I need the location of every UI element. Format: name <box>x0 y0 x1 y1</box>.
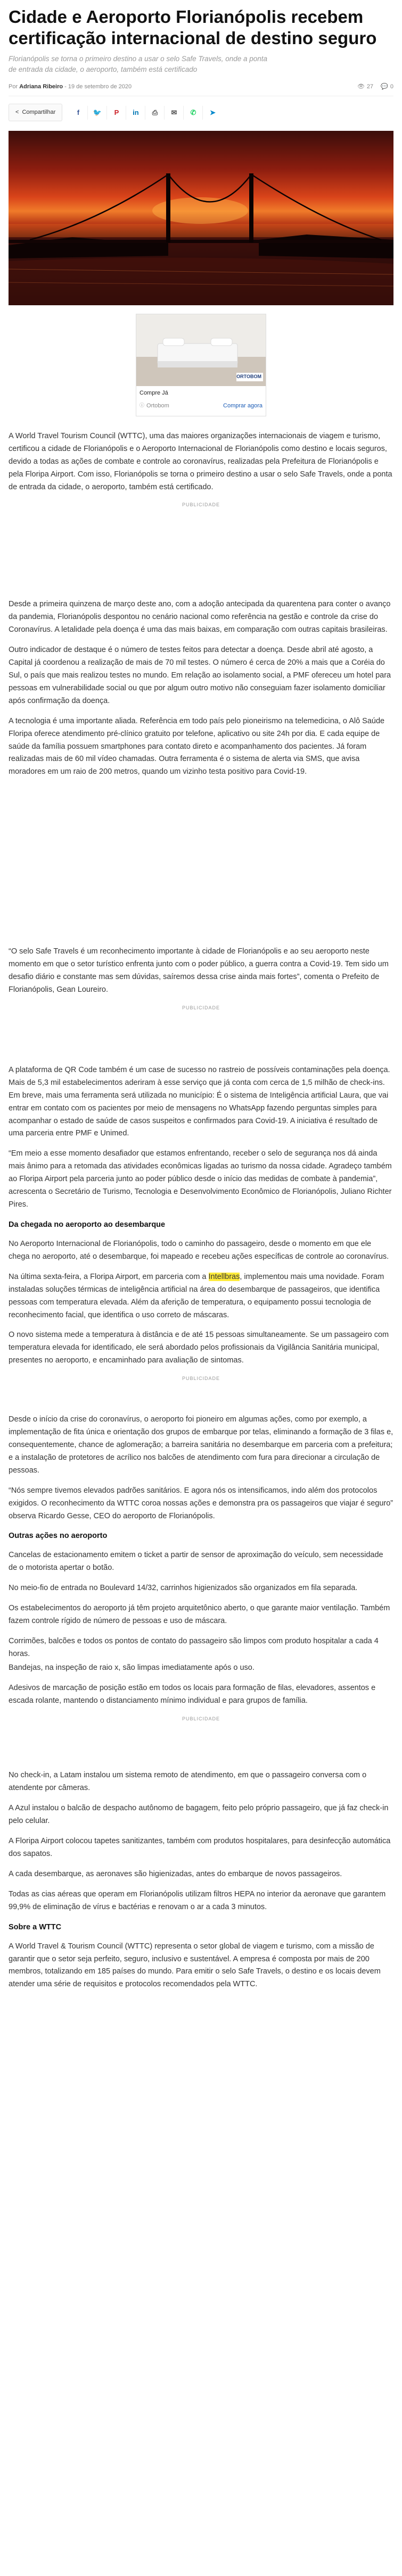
ad-slot <box>9 1387 393 1414</box>
ad-publicidade-label: PUBLICIDADE <box>182 1005 220 1010</box>
author-link[interactable]: Adriana Ribeiro <box>19 83 63 90</box>
buy-now-link[interactable]: Comprar agora <box>223 402 262 409</box>
article-meta <box>9 82 393 96</box>
email-icon[interactable]: ✉ <box>165 106 184 120</box>
paragraph: No check-in, a Latam instalou um sistema remoto de atendimento, em que o passageiro conversa com o atendente por câmeras. <box>9 1771 367 1793</box>
article-stats <box>357 82 393 91</box>
ad-product-image[interactable] <box>136 314 266 386</box>
hero-image-bridge-sunset <box>9 131 393 305</box>
section-heading: Sobre a WTTC <box>9 1922 62 1931</box>
comment-icon: 💬 <box>381 83 388 90</box>
share-icon: < <box>15 109 19 116</box>
comments-stat[interactable] <box>381 82 393 91</box>
paragraph: No meio-fio de entrada no Boulevard 14/32, carrinhos higienizados são organizados em fila separada. <box>9 1584 358 1593</box>
pinterest-icon[interactable]: P <box>107 106 126 120</box>
paragraph: Outro indicador de destaque é o número de testes feitos para detectar a doença. Desde abril até agosto, a Capital já coordenou a realização de mais de 70 mil testes. O número é cerca de 20% a mais que a Coréia do Sul, o país que mais realizou testes no mundo. Em relação ao isolamento social, a PMF ofereceu um hotel para pessoas em vulnerabilidade social ou que por algum outro motivo não conseguiam fazer isolamento domiciliar após confirmação da doença. <box>9 646 391 705</box>
highlighted-brand-link[interactable]: Intellbras <box>208 1272 240 1281</box>
telegram-icon[interactable]: ➤ <box>209 108 216 116</box>
views-count: 27 <box>366 83 374 90</box>
ad-footer <box>136 399 266 413</box>
whatsapp-icon[interactable]: ✆ <box>184 106 203 120</box>
share-label: Compartilhar <box>22 109 56 116</box>
facebook-icon[interactable]: f <box>69 106 88 120</box>
paragraph: Adesivos de marcação de posição estão em todos os locais para formação de filas, elevadores, assentos e escada rolante, mantendo o distanciamento mínimo individual e para grupos de família. <box>9 1683 376 1705</box>
paragraph: Bandejas, na inspeção de raio x, são limpas imediatamente após o uso. <box>9 1663 255 1672</box>
paragraph: “O selo Safe Travels é um reconhecimento importante à cidade de Florianópolis e ao seu aeroporto neste momento em que o setor turístico enfrenta junto com o poder público, a guerra contra a Covid-19. Tem sido um desafio diário e constante mas sem dúvidas, saíremos dessa crise ainda mais fortes”, comenta o Prefeito de Florianópolis, Gean Loureiro. <box>9 947 389 994</box>
ad-brand: ORTOBOM <box>236 373 261 379</box>
ad-slot <box>9 786 393 946</box>
paragraph: A cada desembarque, as aeronaves são higienizadas, antes do embarque de novos passageiros. <box>9 1869 342 1878</box>
paragraph: A World Travel Tourism Council (WTTC), uma das maiores organizações internacionais de viagem e turismo, certificou a cidade de Florianópolis e o Aeroporto Internacional de Florianópolis como destino e locais seguros, devido a todas as ações de combate e controle ao coronavírus, realizadas pela Prefeitura de Florianópolis e pela Floripa Airport. Com isso, Florianópolis se torna o primeiro destino a usar o selo Safe Travels, onde a ponta de entrada da cidade, o aeroporto, também está certificado. <box>9 431 392 491</box>
bridge-illustration <box>9 131 393 305</box>
share-icons <box>69 106 222 120</box>
paragraph <box>9 1271 393 1322</box>
section-heading: Outras ações no aeroporto <box>9 1532 108 1541</box>
paragraph: O novo sistema mede a temperatura à distância e de até 15 pessoas simultaneamente. Se um passageiro com temperatura elevada for identificado, ele será abordado pelos profissionais da Vigilância Sanitária municipal, presentes no aeroporto, e encaminhado para avaliação de sintomas. <box>9 1331 389 1365</box>
article-subtitle: Florianópolis se torna o primeiro destino a usar o selo Safe Travels, onde a ponta de entrada da cidade, o aeroporto, também está certificado <box>9 55 268 73</box>
paragraph: Os estabelecimentos do aeroporto já têm projeto arquitetônico aberto, o que garante maior ventilação. Também fazem controle rígido de número de pessoas e uso de máscara. <box>9 1604 390 1626</box>
author-prefix: Por <box>9 83 18 90</box>
paragraph: “Em meio a esse momento desafiador que estamos enfrentando, receber o selo de segurança nos dá ainda mais ânimo para a retomada das atividades econômicas ligadas ao turismo da nossa cidade. Agradeço também ao Floripa Airport pela parceria junto ao poder público desde o início das medidas de combate à pandemia”, acrescenta o Secretário de Turismo, Tecnologia e Desenvolvimento Econômico de Florianópolis, Juliano Richter Pires. <box>9 1149 392 1209</box>
ad-publicidade-label: PUBLICIDADE <box>182 502 220 508</box>
sponsored-ad[interactable] <box>136 314 266 416</box>
paragraph-text: Na última sexta-feira, a Floripa Airport, em parceria com a <box>9 1272 209 1281</box>
ad-product-name[interactable]: Compre Já <box>140 389 168 396</box>
eye-icon: 👁 <box>357 83 365 90</box>
twitter-icon[interactable]: 🐦 <box>88 106 107 120</box>
info-icon: ⓘ <box>140 403 145 408</box>
section-heading: Da chegada no aeroporto ao desembarque <box>9 1220 166 1229</box>
paragraph: A Floripa Airport colocou tapetes sanitizantes, também com produtos hospitalares, para desinfecção automática dos sapatos. <box>9 1837 391 1859</box>
comments-count: 0 <box>390 83 393 90</box>
paragraph: Desde o início da crise do coronavírus, o aeroporto foi pioneiro em algumas ações, como por exemplo, a implementação de fita única e orientação dos grupos de embarque por telas, eliminando a formação de 3 filas e, consequentemente, chance de aglomeração; a barreira sanitária no desembarque em parceria com a prefeitura; e a instalação de protetores de acrílico nos balcões de atendimento com fura para direcionar a circulação de pessoas. <box>9 1415 393 1475</box>
ad-publicidade-label: PUBLICIDADE <box>182 1376 220 1382</box>
paragraph-text: , implementou mais uma novidade. Foram instaladas soluções térmicas de inteligência artificial na área do desembarque de passageiros, que identifica pessoas com temperatura elevada. Além da aferição de temperatura, o equipamento possui tecnologia de reconhecimento facial, que identifica o uso correto de máscaras. <box>9 1272 384 1319</box>
article-title: Cidade e Aeroporto Florianópolis recebem certificação internacional de destino seguro <box>9 7 377 48</box>
ad-publicidade-label: PUBLICIDADE <box>182 1716 220 1721</box>
byline <box>9 82 132 91</box>
linkedin-icon[interactable]: in <box>126 106 145 120</box>
ad-vendor <box>140 401 169 411</box>
paragraph: Todas as cias aéreas que operam em Florianópolis utilizam filtros HEPA no interior da aeronave que garantem 99,9% de eliminação de vírus e bactérias e renovam o ar a cada 3 minutos. <box>9 1889 386 1911</box>
ad-slot <box>9 513 393 598</box>
paragraph: A Azul instalou o balcão de despacho autônomo de bagagem, feito pelo próprio passageiro, que já faz check-in pelo celular. <box>9 1804 389 1826</box>
publish-date: - 19 de setembro de 2020 <box>64 83 132 90</box>
paragraph: A tecnologia é uma importante aliada. Referência em todo país pelo pioneirismo na telemedicina, o Alô Saúde Floripa oferece atendimento pré-clínico gratuito por telefone, aplicativo ou site 24h por dia. E cada equipe de saúde da família possuem smartphones para contato direto e acompanhamento dos pacientes. Já foram realizadas mais de 60 mil vídeo chamadas. Outra ferramenta é o sistema de alerta via SMS, que avisa moradores em um raio de 200 metros, quando um vizinho testa positivo para Covid-19. <box>9 716 385 776</box>
paragraph: Desde a primeira quinzena de março deste ano, com a adoção antecipada da quarentena para conter o avanço da pandemia, Florianópolis despontou no cenário nacional como referência na gestão e controle da crise do Coronavírus. A letalidade pela doença é uma das mais baixas, em comparação com outras capitais brasileiras. <box>9 600 391 634</box>
share-button[interactable] <box>9 104 62 121</box>
paragraph: A World Travel & Tourism Council (WTTC) representa o setor global de viagem e turismo, com a missão de garantir que o setor seja perfeito, seguro, inclusivo e sustentável. A empresa é composta por mais de 200 membros, totalizando em 185 países do mundo. Para emitir o selo Safe Travels, o destino e os locais devem atender uma série de requisitos e protocolos recomendados pela WTTC. <box>9 1942 381 1989</box>
paragraph: No Aeroporto Internacional de Florianópolis, todo o caminho do passageiro, desde o momento em que ele chega no aeroporto, até o desembarque, foi mapeado e recebeu ações específicas de controle ao coronavírus. <box>9 1239 389 1261</box>
paragraph <box>9 1635 393 1661</box>
print-icon[interactable]: ⎙ <box>145 106 165 120</box>
ad-vendor-name: Ortobom <box>146 402 169 409</box>
paragraph: Cancelas de estacionamento emitem o ticket a partir de sensor de aproximação do veículo, sem necessidade de o motorista apertar o botão. <box>9 1551 383 1573</box>
paragraph: “Nós sempre tivemos elevados padrões sanitários. E agora nós os intensificamos, indo além dos protocolos exigidos. O reconhecimento da WTTC coroa nossas ações e demonstra pra os passageiros que viajar é seguro” observa Ricardo Gesse, CEO do aeroporto de Florianópolis. <box>9 1486 393 1520</box>
ad-slot <box>9 1016 393 1064</box>
views-stat <box>357 82 373 91</box>
paragraph-text: Corrimões, balcões e todos os pontos de contato do passageiro são limpos com produto hospitalar a cada 4 horas. <box>9 1636 379 1658</box>
ad-slot <box>9 1727 393 1769</box>
share-bar <box>9 96 393 130</box>
paragraph: A plataforma de QR Code também é um case de sucesso no rastreio de possíveis contaminações pela doença. Mais de 5,3 mil estabelecimentos aderiram à esse serviço que já conta com cerca de 1,5 milhão de check-ins. Em breve, mais uma ferramenta será utilizada no município: É o sistema de Inteligência artificial Laura, que vai entrar em contato com os pacientes por meio de mensagens no WhatsApp fazendo perguntas simples para acompanhar o estado de saúde de casos suspeitos e confirmados para Covid-19. A iniciativa é resultado de uma parceria entre PMF e Unimed. <box>9 1065 390 1138</box>
